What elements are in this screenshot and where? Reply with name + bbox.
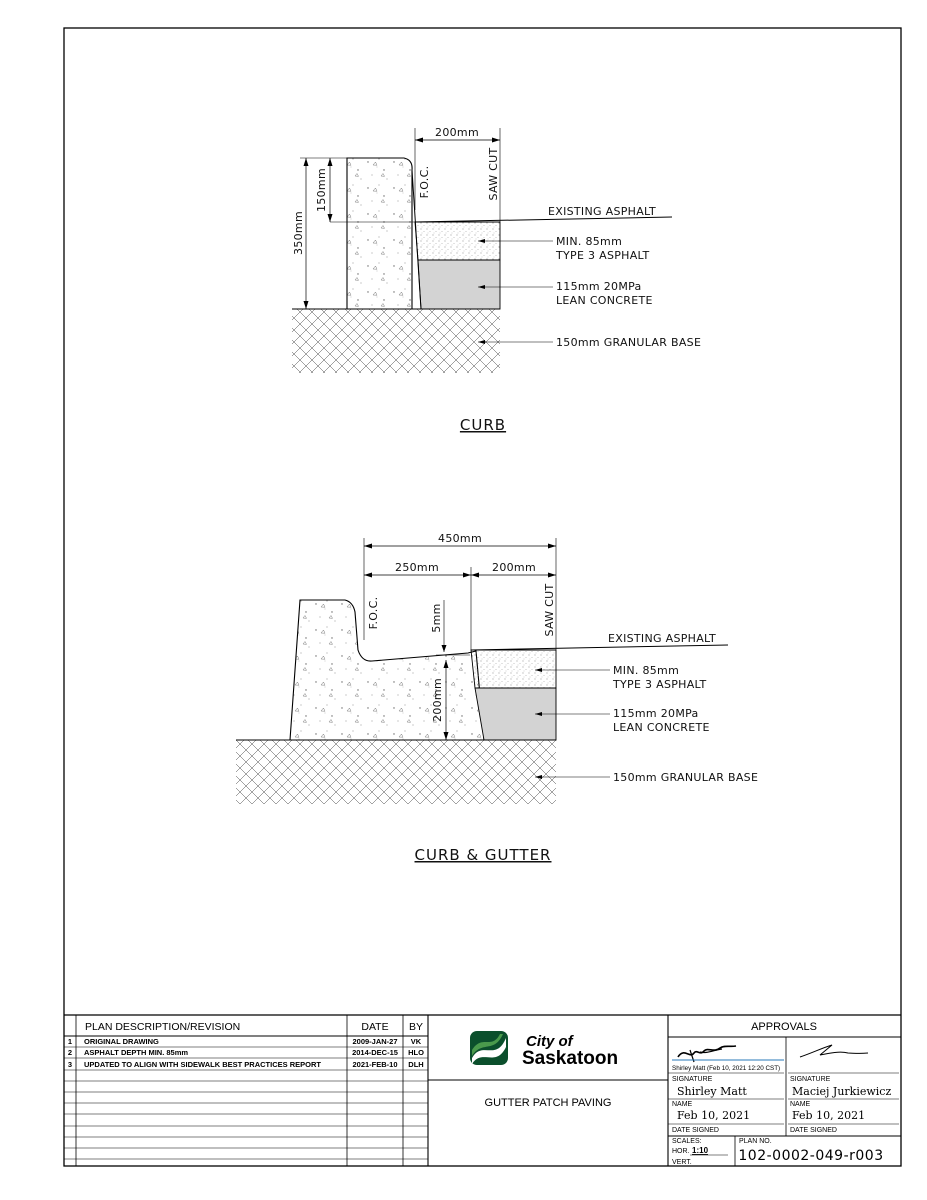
revision-by: HLO (408, 1048, 424, 1057)
revision-date: 2021-FEB-10 (352, 1060, 398, 1069)
name-label-2: NAME (790, 1101, 811, 1108)
signer2-name: Maciej Jurkiewicz (792, 1085, 892, 1098)
signer1-stamp: Shirley Matt (Feb 10, 2021 12:20 CST) (672, 1065, 781, 1072)
revision-header-date: DATE (361, 1021, 389, 1033)
revision-row-3 (68, 1060, 424, 1069)
curb-asphalt-label-line1: MIN. 85mm (556, 235, 623, 248)
gutter-saw-cut-label: SAW CUT (543, 583, 556, 637)
date-label-1: DATE SIGNED (672, 1127, 719, 1134)
curb-lean-concrete (418, 260, 500, 309)
gutter-body (290, 600, 484, 740)
scale-vert-label: VERT. (672, 1159, 692, 1166)
scale-hor-value: 1:10 (692, 1146, 709, 1155)
scale-hor-label: HOR. (672, 1148, 690, 1155)
gutter-asphalt-layer (471, 650, 556, 688)
gutter-height-label: 200mm (431, 678, 444, 722)
gutter-total-width-label: 450mm (438, 532, 482, 545)
curb-gutter-detail (236, 532, 758, 864)
revision-description: ASPHALT DEPTH MIN. 85mm (84, 1048, 189, 1057)
curb-total-height-label: 350mm (292, 211, 305, 255)
logo-text-line1: City of (526, 1033, 573, 1050)
signer2-date: Feb 10, 2021 (792, 1109, 866, 1122)
date-label-2: DATE SIGNED (790, 1127, 837, 1134)
scales-label: SCALES: (672, 1138, 702, 1145)
curb-height-label: 150mm (315, 168, 328, 212)
curb-concrete-label-line1: 115mm 20MPa (556, 280, 642, 293)
revision-row-2 (68, 1048, 424, 1057)
gutter-granular-base (236, 740, 556, 804)
curb-title: CURB (459, 416, 507, 434)
curb-asphalt-label-line2: TYPE 3 ASPHALT (556, 249, 650, 262)
curb-base-label: 150mm GRANULAR BASE (556, 336, 702, 349)
revision-by: VK (410, 1037, 422, 1046)
curb-body (347, 158, 412, 309)
revision-date: 2014-DEC-15 (352, 1048, 398, 1057)
signer1-name: Shirley Matt (677, 1085, 747, 1098)
signature-label-2: SIGNATURE (790, 1076, 831, 1083)
name-label-1: NAME (672, 1101, 693, 1108)
revision-date: 2009-JAN-27 (352, 1037, 398, 1046)
revision-description: ORIGINAL DRAWING (84, 1037, 159, 1046)
gutter-concrete-label-line2: LEAN CONCRETE (613, 721, 710, 734)
signature-label-1: SIGNATURE (672, 1076, 713, 1083)
gutter-existing-asphalt-label: EXISTING ASPHALT (608, 632, 716, 645)
revision-number: 3 (67, 1060, 73, 1069)
curb-width-label: 200mm (435, 126, 479, 139)
curb-saw-cut-label: SAW CUT (487, 147, 500, 201)
revision-number: 2 (67, 1048, 73, 1057)
gutter-existing-asphalt-line (471, 645, 728, 650)
revision-header-by: BY (408, 1021, 424, 1033)
revision-header-desc: PLAN DESCRIPTION/REVISION (85, 1021, 241, 1033)
gutter-base-label: 150mm GRANULAR BASE (613, 771, 759, 784)
gutter-concrete-label-line1: 115mm 20MPa (613, 707, 699, 720)
curb-gutter-title: CURB & GUTTER (414, 846, 552, 864)
title-block (64, 1015, 901, 1166)
signature-2-icon (800, 1045, 868, 1057)
gutter-asphalt-label-line2: TYPE 3 ASPHALT (613, 678, 707, 691)
logo-text-line2: Saskatoon (522, 1048, 619, 1069)
curb-detail (292, 126, 701, 434)
gutter-width-label: 250mm (395, 561, 439, 574)
gutter-patch-width-label: 200mm (492, 561, 536, 574)
revision-description: UPDATED TO ALIGN WITH SIDEWALK BEST PRACTICES REPORT (84, 1060, 321, 1069)
curb-concrete-label-line2: LEAN CONCRETE (556, 294, 653, 307)
gutter-asphalt-label-line1: MIN. 85mm (613, 664, 680, 677)
gutter-foc-label: F.O.C. (367, 596, 380, 630)
sheet-border (64, 28, 901, 1166)
gutter-lip-label: 5mm (430, 603, 443, 633)
curb-granular-base (292, 309, 500, 373)
signer1-date: Feb 10, 2021 (677, 1109, 751, 1122)
revision-row-1 (68, 1037, 422, 1046)
revision-by: DLH (408, 1060, 424, 1069)
plan-no-label: PLAN NO. (739, 1138, 772, 1145)
curb-existing-asphalt-label: EXISTING ASPHALT (548, 205, 656, 218)
drawing-title: GUTTER PATCH PAVING (484, 1097, 612, 1109)
approvals-header: APPROVALS (751, 1021, 817, 1033)
revision-number: 1 (67, 1037, 73, 1046)
city-logo (470, 1031, 618, 1069)
curb-foc-label: F.O.C. (418, 165, 431, 199)
plan-number: 102-0002-049-r003 (738, 1148, 884, 1164)
